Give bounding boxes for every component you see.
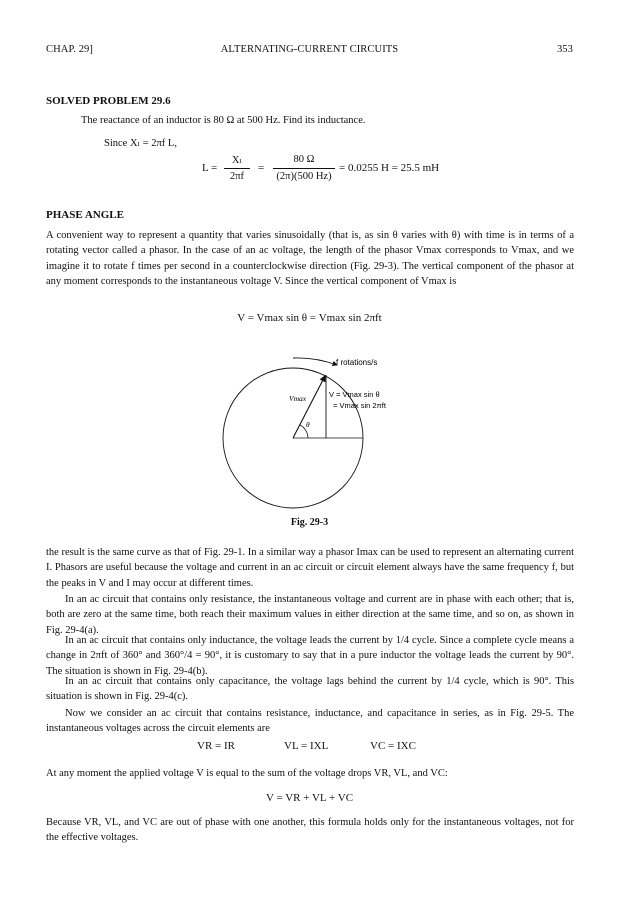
paragraph-sum-intro: At any moment the applied voltage V is equal to the sum of the voltage drops VR, VL, and VC:	[46, 768, 448, 779]
equation-equals: =	[258, 162, 265, 174]
equation-result: = 0.0255 H = 25.5 mH	[339, 162, 440, 174]
fraction1-bar	[224, 168, 250, 169]
rotation-direction-arrow	[293, 358, 337, 365]
phasor-sine-equation: V = Vmax sin θ = Vmax sin 2πft	[237, 312, 382, 324]
paragraph-phasor-current: the result is the same curve as that of Fig. 29-1. In a similar way a phasor Imax can be used to represent an alternating current I. Phasors are useful because the voltage and current in an ac circuit or circuit element always have the same frequency f, but the peaks in V and I may occur at different times.	[46, 547, 574, 589]
phasor-figure	[205, 353, 415, 523]
fraction2-numerator: 80 Ω	[293, 154, 315, 165]
phasor-paragraph: A convenient way to represent a quantity that varies sinusoidally (that is, as sin θ varies with θ) with time is in terms of a rotating vector called a phasor. In the case of an ac voltage, the length of the phasor Vmax corresponds to Vmax, and we imagine it to rotate f times per second in a counterclockwise direction (Fig. 29-3). The vertical component of the phasor at any moment corresponds to the instantaneous voltage V. Since the vertical component of Vmax is	[46, 230, 574, 287]
paragraph-out-of-phase: Because VR, VL, and VC are out of phase with one another, this formula holds only for the instantaneous voltages, not for the effective voltages.	[46, 817, 574, 844]
equation-voltage-sum: V = VR + VL + VC	[265, 792, 354, 804]
vertical-component-label-1: V = Vmax sin θ	[329, 390, 380, 399]
equation-vl: VL = IXL	[284, 740, 329, 752]
fraction1-denominator: 2πf	[229, 171, 245, 182]
theta-label: θ	[306, 420, 310, 429]
fraction2-denominator: (2π)(500 Hz)	[276, 171, 332, 182]
phasor-diagram	[205, 353, 415, 523]
problem-question: The reactance of an inductor is 80 Ω at 500 Hz. Find its inductance.	[81, 115, 366, 126]
equation-vc: VC = IXC	[370, 740, 416, 752]
paragraph-inductance: In an ac circuit that contains only inductance, the voltage leads the current by 1/4 cycle. Since a complete cycle means a change in 2πft of 360° and 360°/4 = 90°, it is customary to say that in a pure inductor the voltage leads the current by 90°. The situation is shown in Fig. 29-4(b).	[46, 635, 574, 677]
vmax-label: Vmax	[289, 394, 307, 403]
rotation-label: f rotations/s	[336, 358, 378, 367]
phase-angle-heading: PHASE ANGLE	[46, 209, 124, 221]
figure-caption: Fig. 29-3	[290, 517, 329, 528]
fraction2-bar	[273, 168, 335, 169]
solved-problem-heading: SOLVED PROBLEM 29.6	[46, 95, 171, 107]
paragraph-capacitance: In an ac circuit that contains only capacitance, the voltage lags behind the current by 1/4 cycle, which is 90°. This situation is shown in Fig. 29-4(c).	[46, 676, 574, 703]
page-number: 353	[556, 44, 573, 55]
chapter-label: CHAP. 29]	[46, 44, 93, 55]
equation-vr: VR = IR	[197, 740, 235, 752]
equation-lhs: L =	[202, 162, 218, 174]
paragraph-resistance: In an ac circuit that contains only resistance, the instantaneous voltage and current are in phase with each other; that is, both are zero at the same time, both reach their maximum values in either direction at the same time, and so on, as shown in Fig. 29-4(a).	[46, 594, 574, 636]
since-line: Since Xₗ = 2πf L,	[104, 138, 177, 149]
paragraph-rlc-series: Now we consider an ac circuit that contains resistance, inductance, and capacitance in series, as in Fig. 29-5. The instantaneous voltages across the circuit elements are	[46, 708, 574, 735]
vertical-component-label-2: = Vmax sin 2πft	[333, 401, 386, 410]
running-title: ALTERNATING-CURRENT CIRCUITS	[220, 44, 399, 55]
fraction1-numerator: Xₗ	[231, 155, 243, 166]
